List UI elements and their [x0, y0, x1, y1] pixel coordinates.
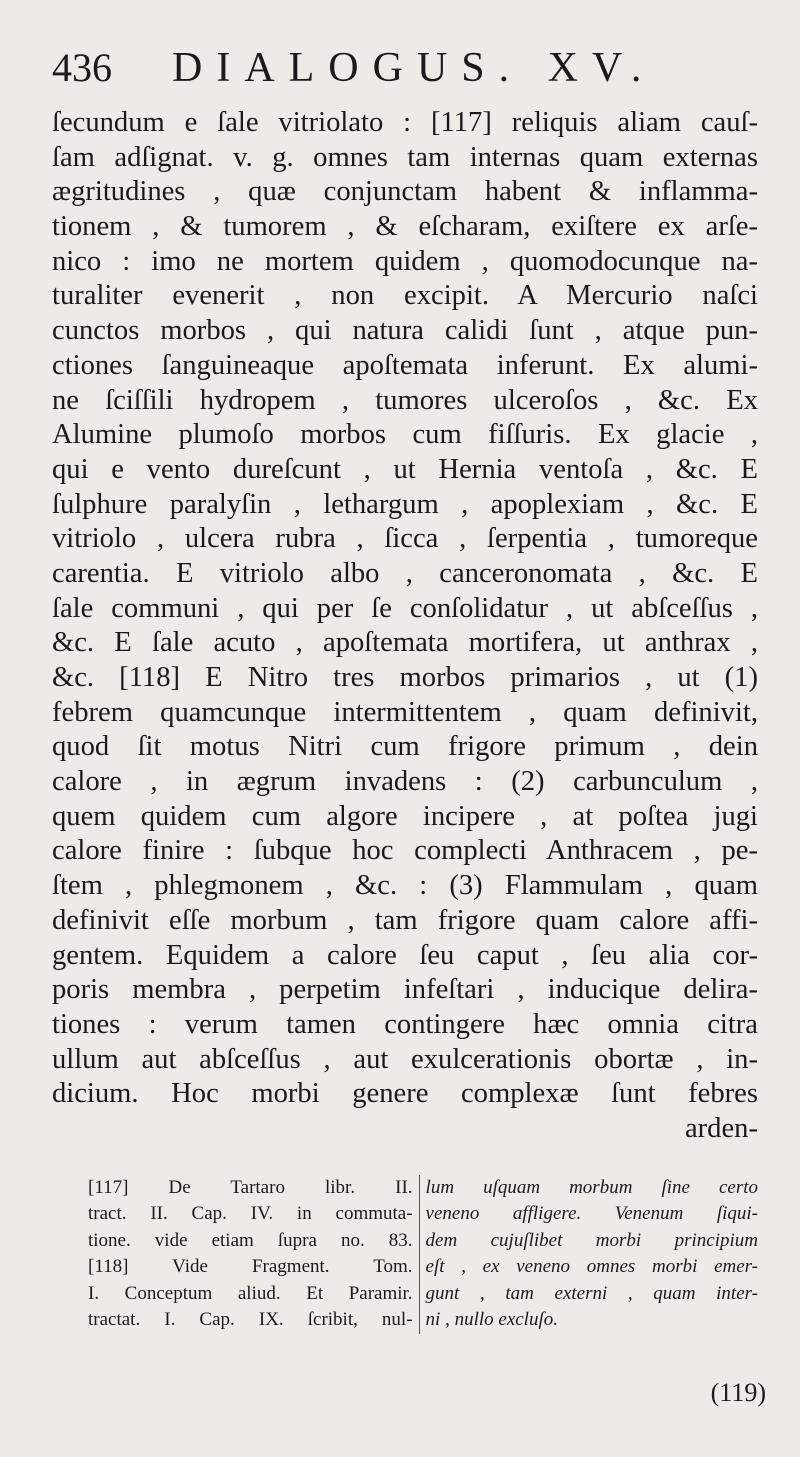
text-line: gentem. Equidem a calore ſeu caput , ſeu alia cor- [52, 939, 758, 971]
body-text [52, 106, 758, 1147]
footnote-line: ni , nullo excluſo. [425, 1309, 558, 1331]
text-line: ſulphure paralyſin , lethargum , apoplexiam , &c. E [52, 488, 758, 520]
text-line: ſale communi , qui per ſe conſolidatur , ut abſceſſus , [52, 592, 758, 624]
text-line: ullum aut abſceſſus , aut exulcerationis obortæ , in- [52, 1043, 758, 1075]
footnote-left-column [52, 1175, 419, 1334]
text-line: ctiones ſanguineaque apoſtemata inferunt. Ex alumi- [52, 349, 758, 381]
footnote-line: [118] Vide Fragment. Tom. [88, 1256, 413, 1278]
text-line: carentia. E vitriolo albo , canceronomata , &c. E [52, 557, 758, 589]
signature-mark: (119) [710, 1378, 766, 1407]
text-line: febrem quamcunque intermittentem , quam definivit, [52, 696, 758, 728]
catchword: arden- [684, 1112, 758, 1144]
text-line: poris membra , perpetim infeſtari , inducique delira- [52, 974, 758, 1006]
text-line: calore , in ægrum invadens : (2) carbunculum , [52, 766, 758, 798]
text-line: definivit eſſe morbum , tam frigore quam calore affi- [52, 904, 758, 936]
text-line: tionem , & tumorem , & eſcharam, exiſtere ex arſe- [52, 211, 758, 243]
page-number: 436 [52, 45, 112, 90]
footnote-line: veneno affligere. Venenum ſiqui- [425, 1203, 758, 1225]
text-line: turaliter evenerit , non excipit. A Mercurio naſci [52, 280, 758, 312]
footnotes [52, 1175, 758, 1334]
text-line: quem quidem cum algore incipere , at poſtea jugi [52, 800, 758, 832]
footnote-line: gunt , tam externi , quam inter- [425, 1282, 758, 1304]
footnote-line: tractat. I. Cap. IX. ſcribit, nul- [88, 1309, 413, 1331]
footnote-line: eſt , ex veneno omnes morbi emer- [425, 1256, 758, 1278]
footnote-line: lum uſquam morbum ſine certo [425, 1176, 758, 1198]
text-line: &c. E ſale acuto , apoſtemata mortifera, ut anthrax , [52, 627, 758, 659]
footnote-line: [117] De Tartaro libr. II. [88, 1176, 413, 1198]
text-line: calore finire : ſubque hoc complecti Anthracem , pe- [52, 835, 758, 867]
page-header [52, 44, 758, 100]
footnote-line: dem cujuſlibet morbi principium [425, 1229, 758, 1251]
footnote-line: I. Conceptum aliud. Et Paramir. [88, 1282, 413, 1304]
text-line: cunctos morbos , qui natura calidi ſunt , atque pun- [52, 315, 758, 347]
text-line: &c. [118] E Nitro tres morbos primarios , ut (1) [52, 662, 758, 693]
footnote-line: tract. II. Cap. IV. in commuta- [88, 1203, 413, 1225]
text-line: ſam adſignat. v. g. omnes tam internas quam externas [52, 141, 758, 173]
text-line: Alumine plumoſo morbos cum fiſſuris. Ex glacie , [52, 419, 758, 451]
footnote-line: tione. vide etiam ſupra no. 83. [88, 1229, 413, 1251]
footnote-right-column [419, 1175, 758, 1334]
text-line: dicium. Hoc morbi genere complexæ ſunt febres [52, 1078, 758, 1110]
running-title: DIALOGUS. XV. [172, 45, 656, 91]
text-line: qui e vento dureſcunt , ut Hernia ventoſa , &c. E [52, 453, 758, 485]
text-line: ægritudines , quæ conjunctam habent & inflamma- [52, 176, 758, 208]
text-line: tiones : verum tamen contingere hæc omnia citra [52, 1008, 758, 1040]
text-line: ne ſciſſili hydropem , tumores ulceroſos , &c. Ex [52, 384, 758, 416]
text-line: quod ſit motus Nitri cum frigore primum , dein [52, 731, 758, 763]
text-line: vitriolo , ulcera rubra , ſicca , ſerpentia , tumoreque [52, 523, 758, 555]
text-line: ſecundum e ſale vitriolato : [117] reliquis aliam cauſ- [52, 107, 758, 138]
text-line: ſtem , phlegmonem , &c. : (3) Flammulam , quam [52, 870, 758, 902]
text-line: nico : imo ne mortem quidem , quomodocunque na- [52, 245, 758, 277]
